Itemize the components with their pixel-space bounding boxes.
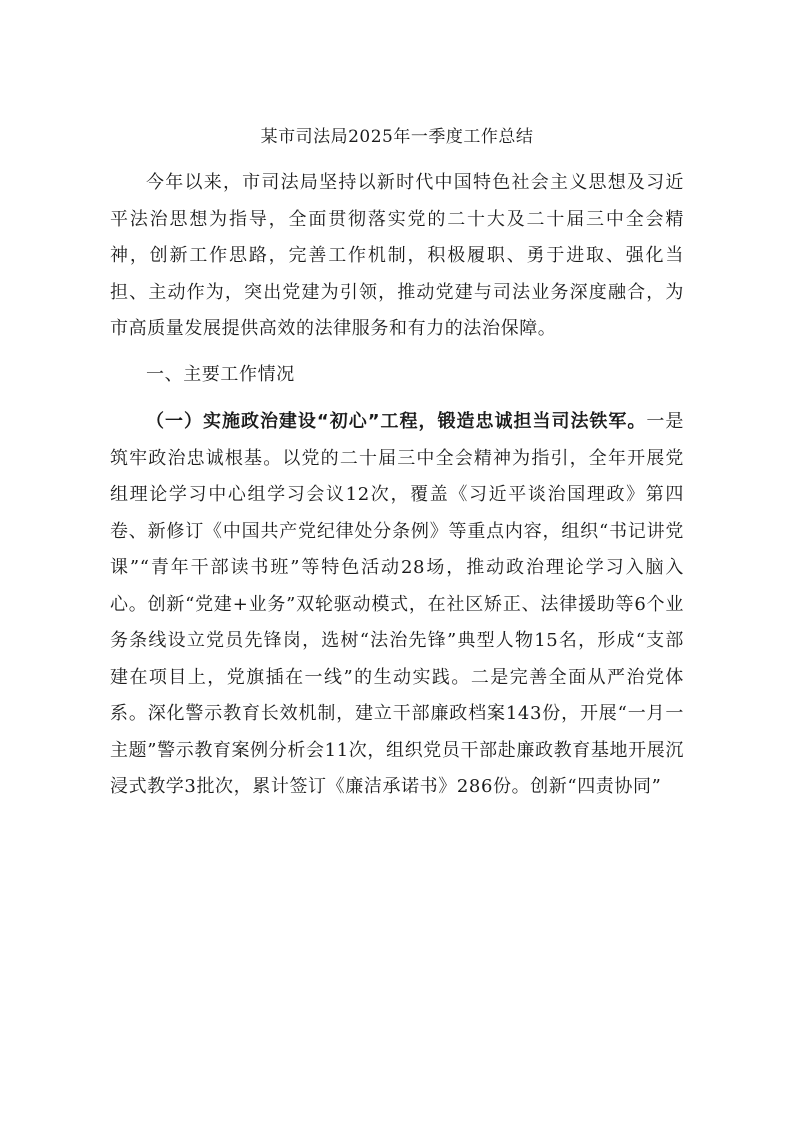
section-heading: 一、主要工作情况 bbox=[146, 363, 295, 385]
document-body bbox=[110, 124, 684, 806]
intro-paragraph: 今年以来，市司法局坚持以新时代中国特色社会主义思想及习近平法治思想为指导，全面贯彻落实党的二十大及二十届三中全会精神，创新工作思路，完善工作机制，积极履职、勇于进取、强化当担、主动作为，突出党建为引领，推动党建与司法业务深度融合，为市高质量发展提供高效的法律服务和有力的法治保障。 bbox=[110, 172, 684, 339]
subsection-body-text: 一是筑牢政治忠诚根基。以党的二十届三中全会精神为指引，全年开展党组理论学习中心组学习会议12次，覆盖《习近平谈治国理政》第四卷、新修订《中国共产党纪律处分条例》等重点内容，组织“书记讲党课”“青年干部读书班”等特色活动28场，推动政治理论学习入脑入心。创新“党建+业务”双轮驱动模式，在社区矫正、法律援助等6个业务条线设立党员先锋岗，选树“法治先锋”典型人物15名，形成“支部建在项目上，党旗插在一线”的生动实践。二是完善全面从严治党体系。深化警示教育长效机制，建立干部廉政档案143份，开展“一月一主题”警示教育案例分析会11次，组织党员干部赴廉政教育基地开展沉浸式教学3批次，累计签订《廉洁承诺书》286份。创新“四责协同” bbox=[110, 411, 684, 797]
document-title: 某市司法局2025年一季度工作总结 bbox=[260, 127, 534, 147]
subsection-bold-lead: （一）实施政治建设“初心”工程，锻造忠诚担当司法铁军。 bbox=[146, 411, 647, 432]
subsection-paragraph bbox=[110, 404, 684, 806]
